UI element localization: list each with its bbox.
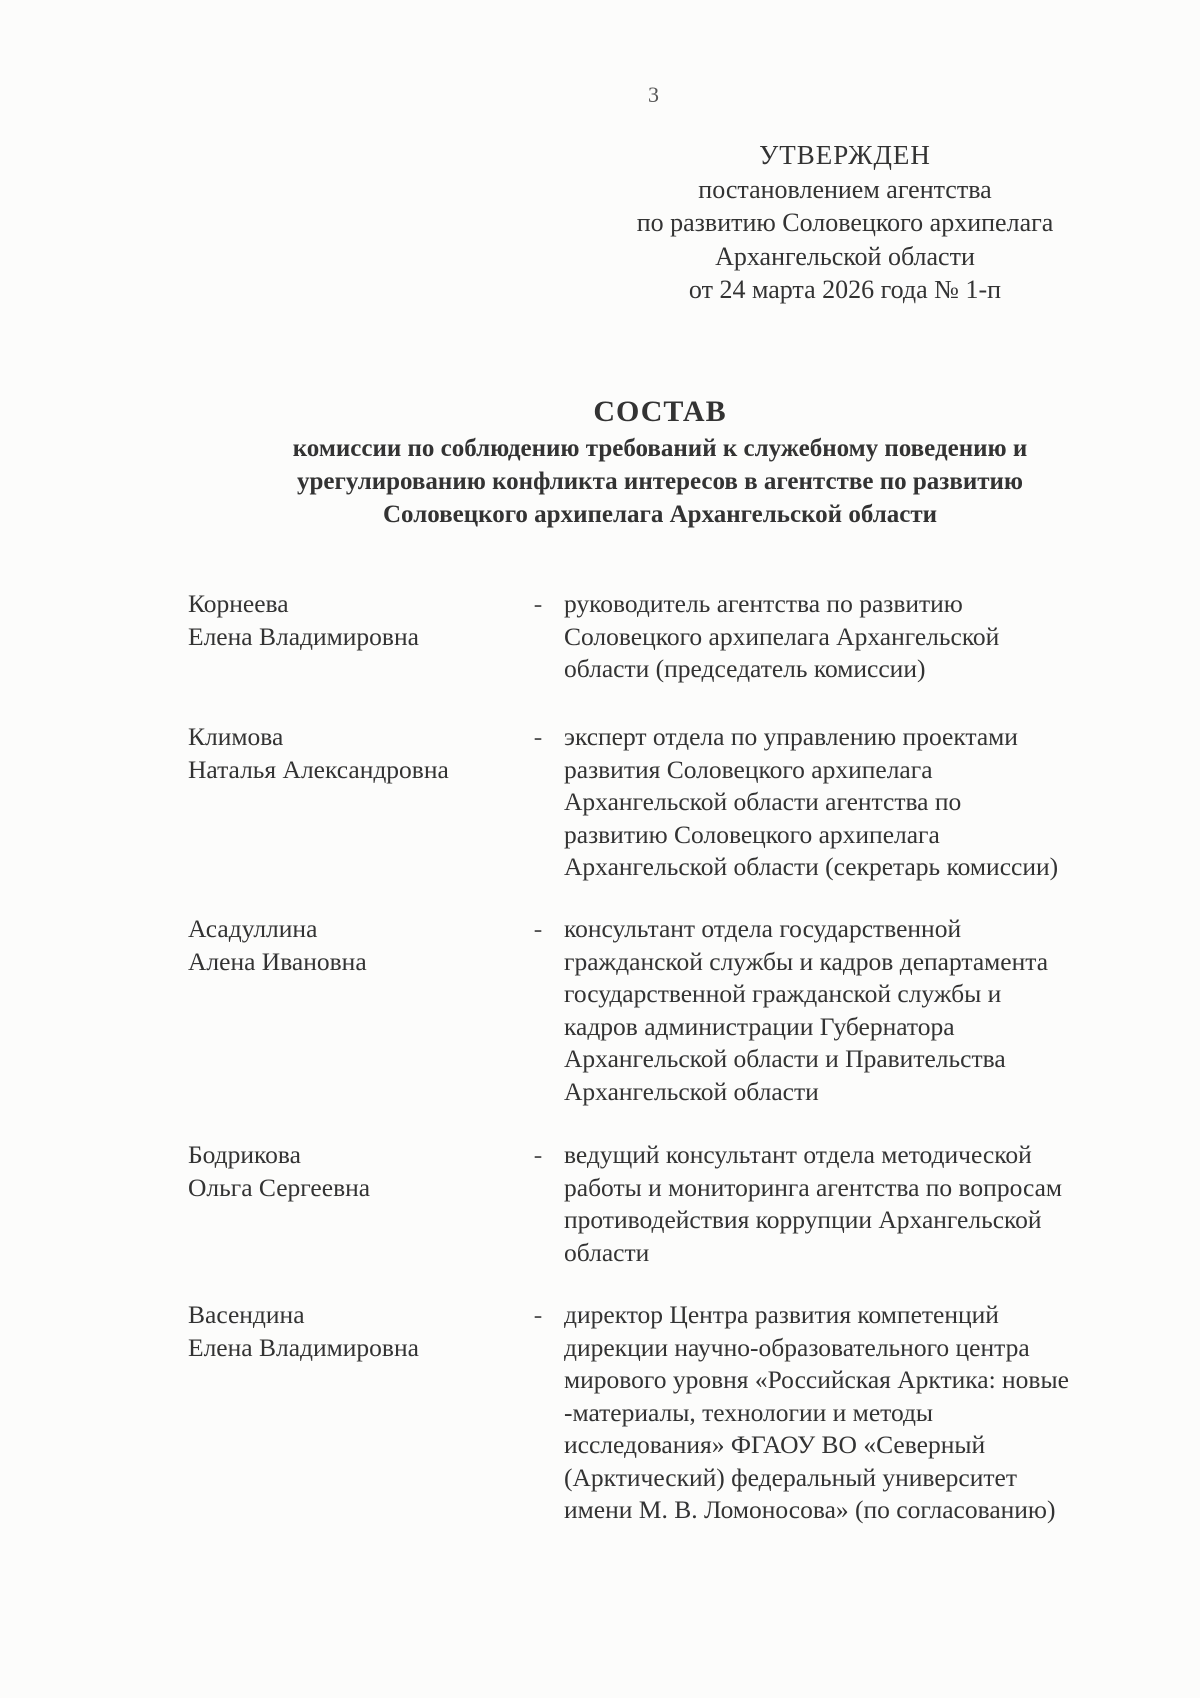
member-role-line: развитию Соловецкого архипелага xyxy=(564,819,940,849)
heading-title: СОСТАВ xyxy=(593,395,727,428)
member-role xyxy=(564,721,1134,884)
member-role-line: Архангельской области агентства по xyxy=(564,787,962,816)
member-role-line: -материалы, технологии и методы xyxy=(564,1397,934,1427)
heading-subtitle-line: урегулированию конфликта интересов в агентстве по развитию xyxy=(296,468,1024,495)
member-role-line: руководитель агентства по развитию xyxy=(564,589,963,618)
member-role-line: области xyxy=(564,1237,650,1267)
member-surname: Васендина xyxy=(188,1300,305,1329)
approval-line: постановлением агентства xyxy=(698,174,992,204)
member-role-line: государственной гражданской службы и xyxy=(564,979,1002,1008)
member-role-line: консультант отдела государственной xyxy=(564,914,962,943)
member-role xyxy=(564,1139,1134,1269)
member-role xyxy=(564,588,1134,686)
member-role-line: гражданской службы и кадров департамента xyxy=(564,946,1049,976)
member-role-line: Архангельской области xyxy=(564,1076,819,1106)
member-role-line: противодействия коррупции Архангельской xyxy=(564,1205,1042,1234)
member-name xyxy=(188,588,528,653)
member-name xyxy=(188,1139,528,1204)
member-dash: - xyxy=(533,1140,543,1169)
approval-stamp xyxy=(610,139,1080,307)
member-dash: - xyxy=(533,914,543,943)
member-name xyxy=(188,913,528,978)
member-role-line: ведущий консультант отдела методической xyxy=(564,1140,1032,1169)
member-surname: Асадуллина xyxy=(188,914,318,943)
approval-title: УТВЕРЖДЕН xyxy=(759,140,931,170)
heading-subtitle-line: комиссии по соблюдению требований к служебному поведению и xyxy=(292,435,1028,462)
member-role xyxy=(564,1299,1134,1527)
member-role-line: Архангельской области и Правительства xyxy=(564,1044,1006,1073)
member-role-line: (Арктический) федеральный университет xyxy=(564,1462,1017,1492)
member-role-line: исследования» ФГАОУ ВО «Северный xyxy=(564,1430,986,1459)
approval-line: по развитию Соловецкого архипелага xyxy=(636,208,1054,237)
member-role-line: эксперт отдела по управлению проектами xyxy=(564,722,1018,751)
approval-line: от 24 марта 2026 года № 1-п xyxy=(688,275,1002,304)
member-role-line: работы и мониторинга агентства по вопросам xyxy=(564,1172,1063,1202)
member-given-name: Елена Владимировна xyxy=(188,621,419,651)
member-given-name: Елена Владимировна xyxy=(188,1332,419,1362)
member-surname: Климова xyxy=(188,722,284,751)
member-role-line: дирекции научно-образовательного центра xyxy=(564,1332,1030,1362)
heading-subtitle-line: Соловецкого архипелага Архангельской области xyxy=(382,501,938,528)
member-surname: Корнеева xyxy=(188,589,289,618)
member-role-line: Архангельской области (секретарь комиссии) xyxy=(564,852,1059,881)
approval-line: Архангельской области xyxy=(715,241,975,271)
member-dash: - xyxy=(533,722,543,751)
member-name xyxy=(188,1299,528,1364)
document-heading xyxy=(200,394,1120,531)
member-name xyxy=(188,721,528,786)
member-role xyxy=(564,913,1134,1108)
member-given-name: Ольга Сергеевна xyxy=(188,1172,371,1202)
member-given-name: Алена Ивановна xyxy=(188,946,367,976)
member-dash: - xyxy=(533,589,543,618)
member-role-line: мирового уровня «Российская Арктика: новые xyxy=(564,1365,1069,1394)
member-role-line: кадров администрации Губернатора xyxy=(564,1011,955,1041)
member-role-line: Соловецкого архипелага Архангельской xyxy=(564,621,1000,651)
member-given-name: Наталья Александровна xyxy=(188,754,449,784)
member-role-line: директор Центра развития компетенций xyxy=(564,1300,999,1329)
member-surname: Бодрикова xyxy=(188,1140,301,1169)
member-dash: - xyxy=(533,1300,543,1329)
page-number: 3 xyxy=(648,82,659,107)
member-role-line: развития Соловецкого архипелага xyxy=(564,754,933,784)
member-role-line: имени М. В. Ломоносова» (по согласованию) xyxy=(564,1495,1056,1524)
heading-subtitle xyxy=(200,432,1120,531)
member-role-line: области (председатель комиссии) xyxy=(564,654,926,683)
